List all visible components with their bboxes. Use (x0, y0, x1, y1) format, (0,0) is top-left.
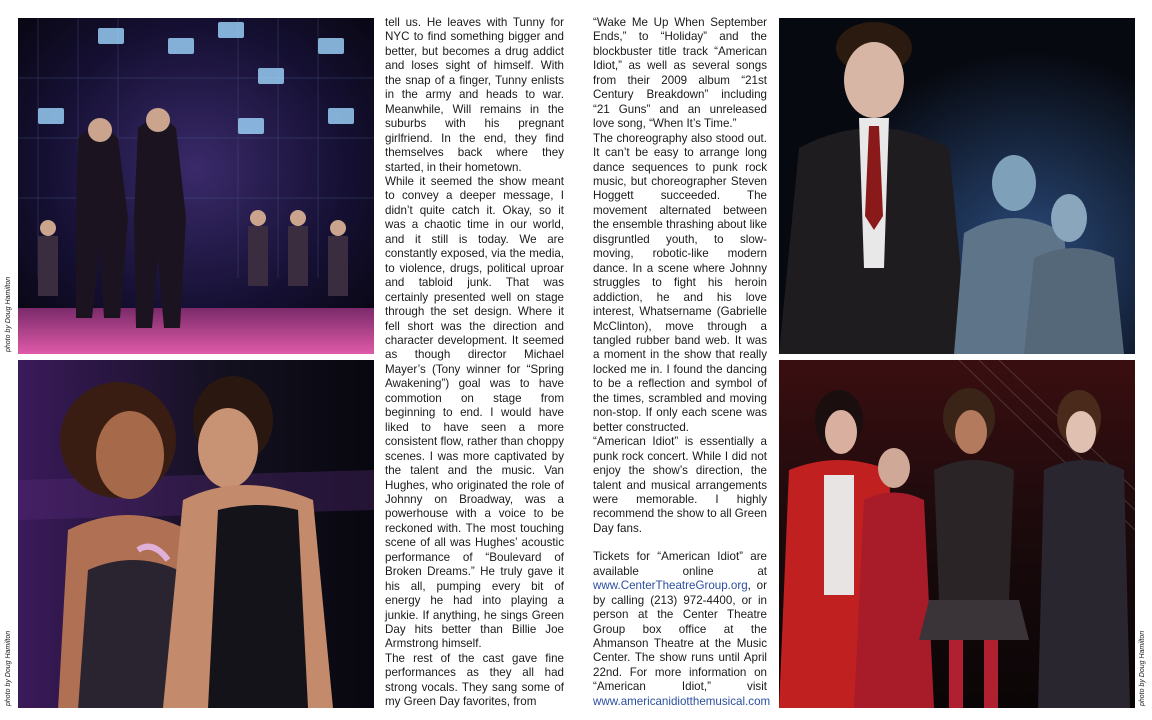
paragraph: The choreography also stood out. It can’t be easy to arrange long dance sequences to punk rock music, but choreographer Steven Hoggett succeeded. The movement alternated between the ensemble thrashing about like disgruntled youth, to slow-moving, robotic-like modern dance. In a scene where Johnny struggles to fight his heroin addiction, he and his love interest, Whatsername (Gabrielle McClinton), move through a tangled rubber band web. It was a moment in the show that really locked me in. I found the dancing to be a reflection and symbol of the times, scrambled and moving non-stop. If only each scene was better constructed. (593, 131, 767, 434)
stage-ensemble-photo (18, 18, 374, 354)
article-column-2 (593, 16, 771, 709)
paragraph: “Wake Me Up When September Ends,” to “Holiday” and the blockbuster title track “American Idiot,” as well as several songs from their 2009 album “21st Century Breakdown” including “21 Guns” and an unreleased love song, “When It’s Time.” (593, 16, 767, 131)
paragraph: The rest of the cast gave fine performances as they all had strong vocals. They sang some of my Green Day favorites, from (385, 651, 564, 709)
paragraph: tell us. He leaves with Tunny for NYC to find something bigger and better, but becomes a drug addict and loses sight of himself. With the snap of a finger, Tunny enlists in the army and heads to war. Meanwhile, Will remains in the suburbs with his pregnant girlfriend. In the end, they find themselves back where they started, in their hometown. (385, 16, 564, 174)
paragraph: While it seemed the show meant to convey a deeper message, I didn’t quite catch it. Okay, so it was a chaotic time in our world, and it still is today. We are constantly exposed, via the media, to violence, drugs, political uproar and tabloid junk. That was certainly presented well on stage through the set design. Where it fell short was the direction and character development. It seemed as though director Michael Mayer’s (Tony winner for “Spring Awakening”) goal was to have commotion on stage from beginning to end. I would have liked to have seen a more consistent flow, rather than choppy scenes. I was more captivated by the talent and the music. Van Hughes, who originated the role of Johnny on Broadway, was a powerhouse with a voice to be reckoned with. The most touching scene of all was Hughes’ acoustic performance of “Boulevard of Broken Dreams.” He truly gave it his all, pumping every bit of energy he had into playing a junkie. If anything, he sings Green Day hits better than Billie Joe Armstrong himself. (385, 174, 564, 651)
photo-credit: photo by Doug Hamilton (5, 276, 12, 352)
ticket-info-paragraph (593, 550, 771, 709)
lead-actor-jacket-photo (779, 18, 1135, 354)
paragraph-spacer (593, 536, 767, 550)
female-cast-singing-photo (779, 360, 1135, 708)
american-idiot-link[interactable]: www.americanidiotthemusical.com (593, 694, 771, 708)
couple-embrace-photo (18, 360, 374, 708)
photo-credit: photo by Doug Hamilton (1139, 630, 1146, 706)
photo-credit: photo by Doug Hamilton (5, 630, 12, 706)
article-column-1 (385, 16, 564, 710)
center-theatre-group-link[interactable]: www.CenterTheatreGroup.org (593, 579, 748, 593)
ticket-text: , or by calling (213) 972-4400, or in person at the Center Theatre Group box office at the Ahmanson Theatre at the Music Center. The show runs until April 22nd. For more information on “American Idiot,” visit (593, 579, 767, 694)
ticket-text: Tickets for “American Idiot” are available online at (593, 550, 767, 578)
paragraph: “American Idiot” is essentially a punk rock concert. While I did not enjoy the show’s direction, the talent and musical arrangements were memorable. I highly recommend the show to all Green Day fans. (593, 435, 767, 535)
